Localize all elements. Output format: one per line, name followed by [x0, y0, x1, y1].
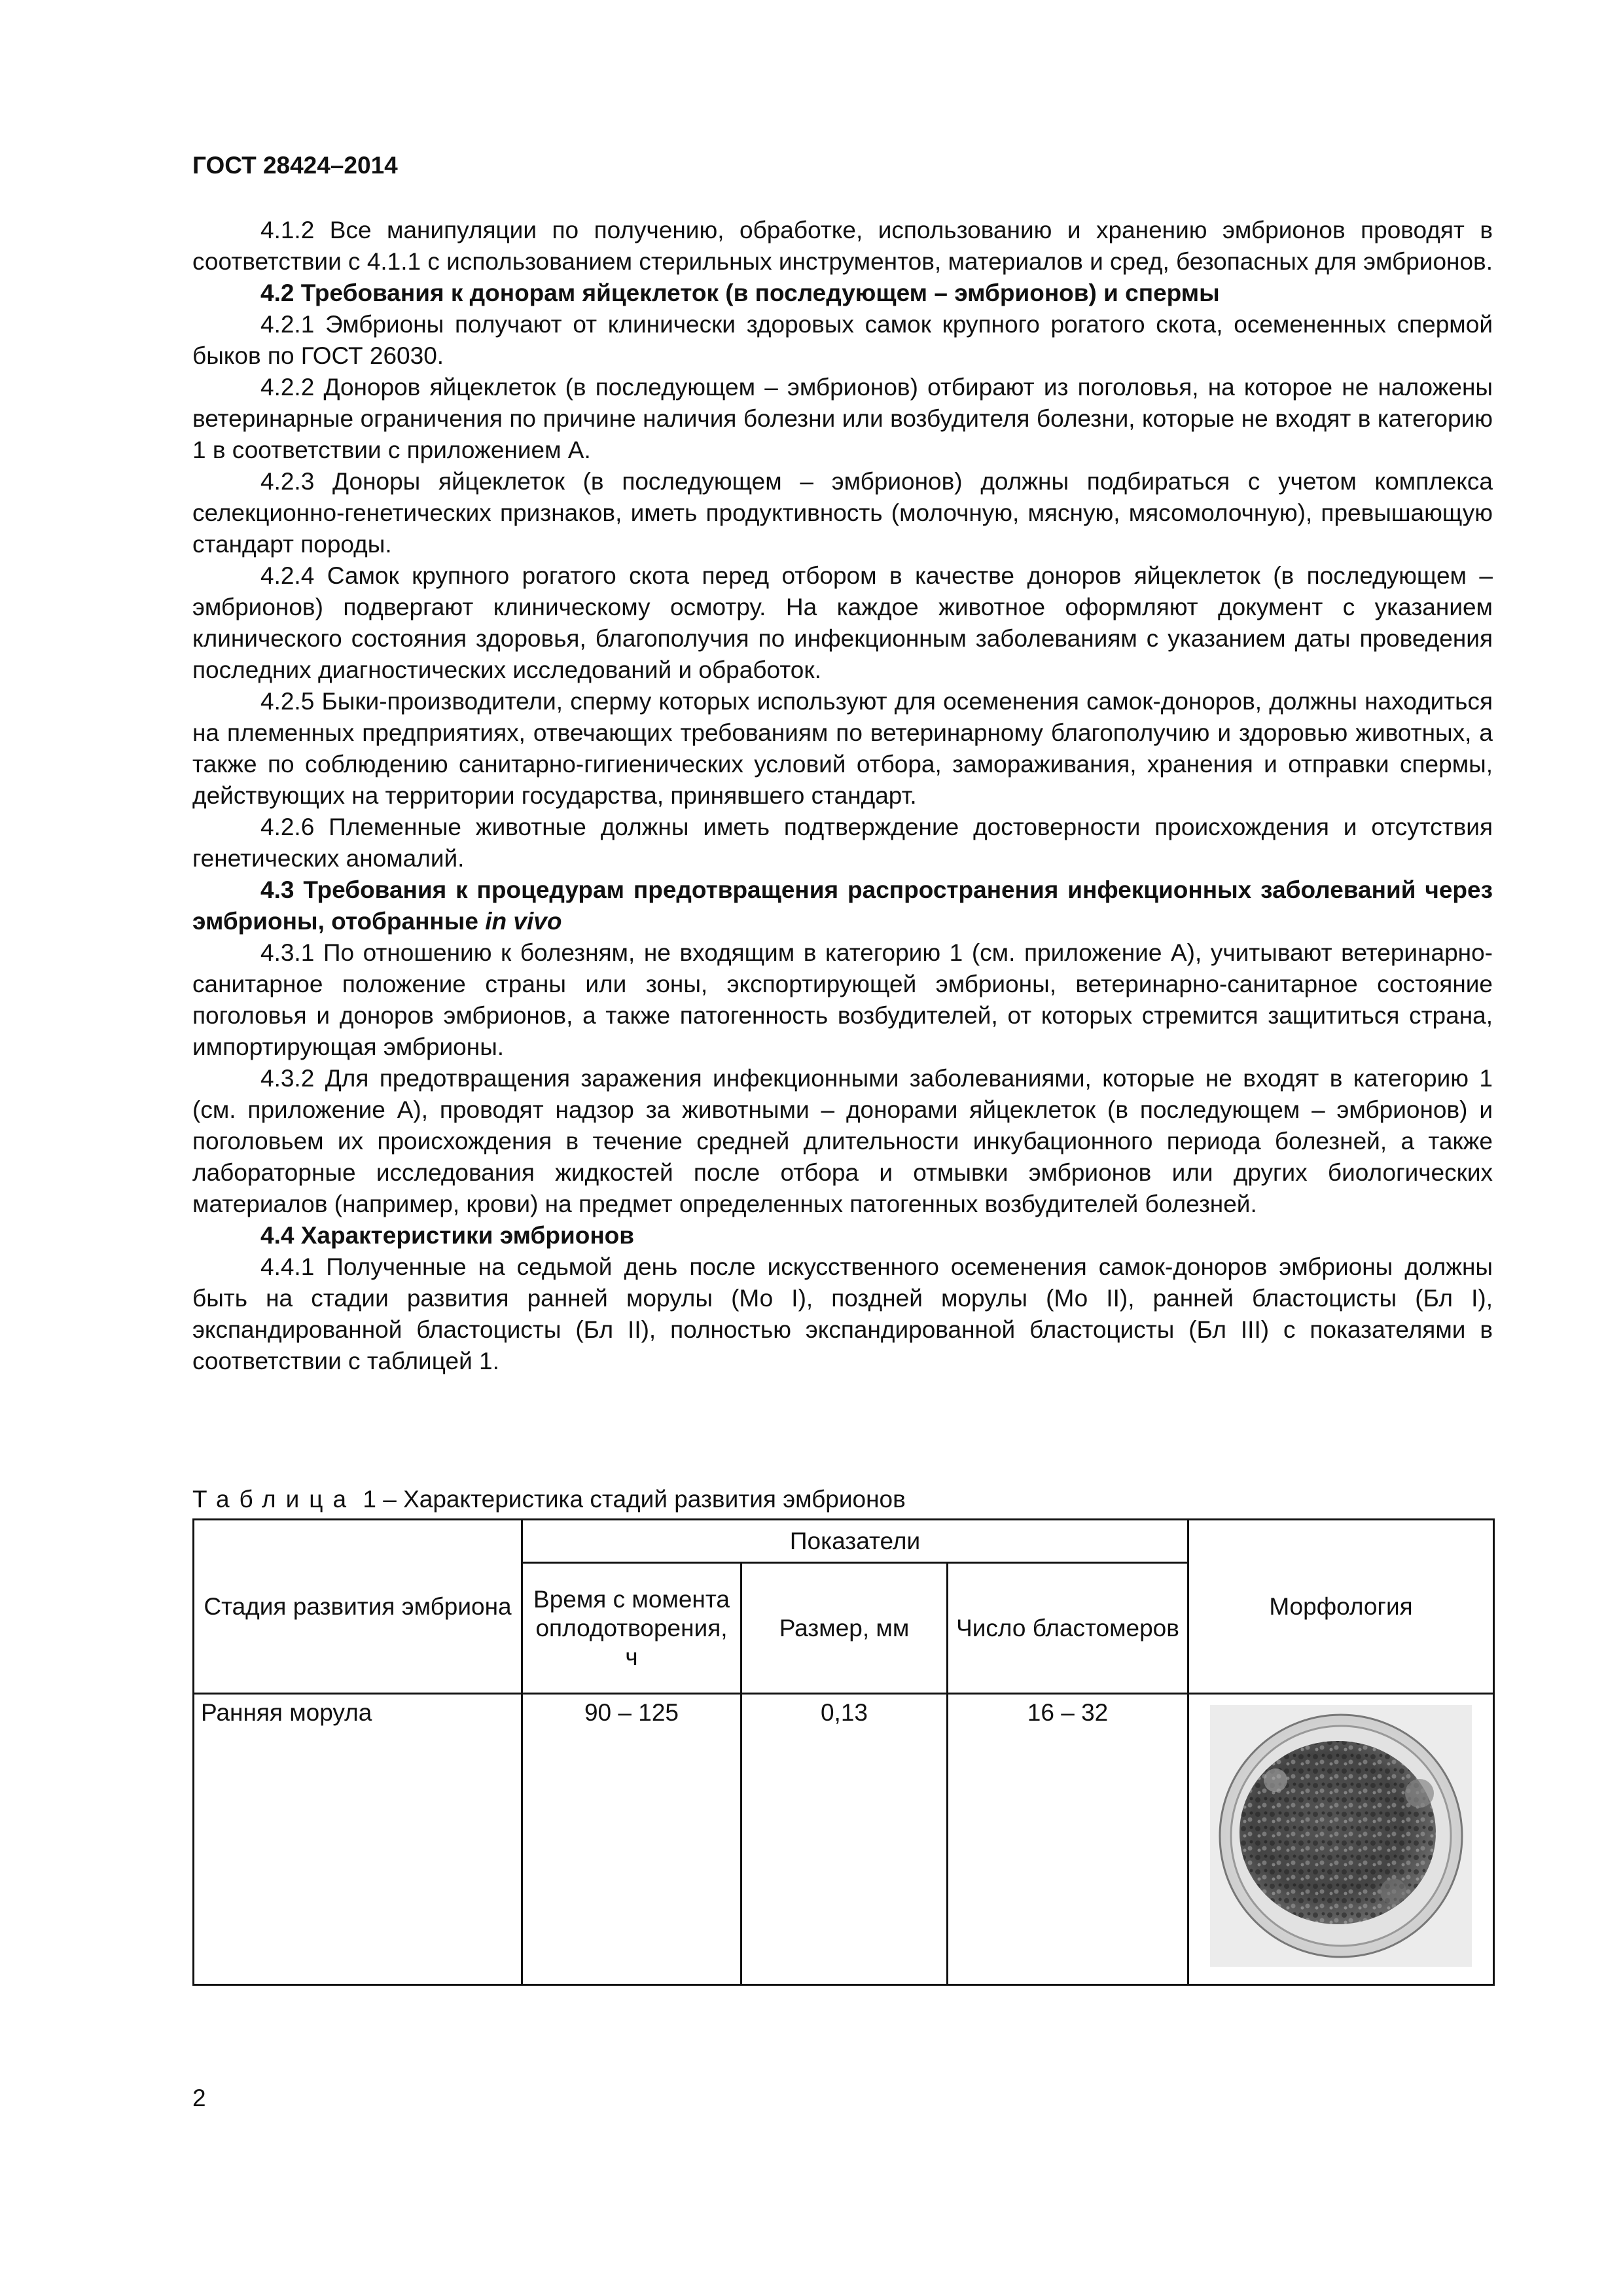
section-heading-4-2: 4.2 Требования к донорам яйцеклеток (в последующем – эмбрионов) и спермы: [260, 279, 1220, 306]
cell-time: 90 – 125: [522, 1694, 741, 1985]
header-blastomeres: Число бластомеров: [948, 1563, 1188, 1694]
table-caption-label: Таблица: [192, 1486, 357, 1513]
paragraph-4-2-1: 4.2.1 Эмбрионы получают от клинически здоровых самок крупного рогатого скота, осемененных спермой быков по ГОСТ 26030.: [192, 311, 1493, 369]
table-caption: [192, 1486, 906, 1513]
paragraph-4-2-2: 4.2.2 Доноров яйцеклеток (в последующем – эмбрионов) отбирают из поголовья, на которое не наложены ветеринарные ограничения по причине наличия болезни или возбудителя болезни, которые не входят в категорию 1 в соответствии с приложением А.: [192, 374, 1493, 463]
header-time: Время с момента оплодотворения, ч: [522, 1563, 741, 1694]
section-heading-4-4: 4.4 Характеристики эмбрионов: [260, 1222, 635, 1249]
header-size: Размер, мм: [741, 1563, 948, 1694]
paragraph-4-2-6: 4.2.6 Племенные животные должны иметь подтверждение достоверности происхождения и отсутствия генетических аномалий.: [192, 814, 1493, 872]
in-vivo-term: in vivo: [485, 908, 562, 935]
paragraph-4-2-4: 4.2.4 Самок крупного рогатого скота перед отбором в качестве доноров яйцеклеток (в последующем – эмбрионов) подвергают клиническому осмотру. На каждое животное оформляют документ с указанием клинического состояния здоровья, благополучия по инфекционным заболеваниям с указанием даты проведения последних диагностических исследований и обработок.: [192, 562, 1493, 683]
header-stage: Стадия развития эмбриона: [194, 1520, 522, 1694]
section-heading-4-3-text: 4.3 Требования к процедурам предотвращения распространения инфекционных заболеваний через эмбрионы, отобранные: [192, 876, 1493, 935]
section-heading-4-3: [192, 874, 1493, 937]
document-body: [192, 215, 1493, 1377]
table-caption-text: – Характеристика стадий развития эмбрионов: [383, 1486, 906, 1513]
header-morphology: Морфология: [1188, 1520, 1494, 1694]
cell-blastomeres: 16 – 32: [948, 1694, 1188, 1985]
paragraph-4-4-1: 4.4.1 Полученные на седьмой день после искусственного осеменения самок-доноров эмбрионы должны быть на стадии развития ранней морулы (Мо I), поздней морулы (Мо II), ранней бластоцисты (Бл I), экспандированной бластоцисты (Бл II), полностью экспандированной бластоцисты (Бл III) с показателями в соответствии с таблицей 1.: [192, 1253, 1493, 1374]
header-indicators: Показатели: [522, 1520, 1188, 1563]
paragraph-4-3-2: 4.3.2 Для предотвращения заражения инфекционными заболеваниями, которые не входят в категорию 1 (см. приложение А), проводят надзор за животными – донорами яйцеклеток (в последующем – эмбрионов) и поголовьем их происхождения в течение средней длительности инкубационного периода болезней, а также лабораторные исследования жидкостей после отбора и отмывки эмбрионов или других биологических материалов (например, крови) на предмет определенных патогенных возбудителей болезней.: [192, 1065, 1493, 1217]
cell-morphology: [1188, 1694, 1494, 1985]
paragraph-4-2-5: 4.2.5 Быки-производители, сперму которых используют для осеменения самок-доноров, должны находиться на племенных предприятиях, отвечающих требованиям по ветеринарному благополучию и здоровью животных, а также по соблюдению санитарно-гигиенических условий отбора, замораживания, хранения и отправки спермы, действующих на территории государства, принявшего стандарт.: [192, 688, 1493, 809]
document-header: ГОСТ 28424–2014: [192, 152, 398, 179]
cell-stage: Ранняя морула: [194, 1694, 522, 1985]
page-number: 2: [192, 2085, 206, 2111]
cell-size: 0,13: [741, 1694, 948, 1985]
table-caption-number: 1: [363, 1486, 376, 1513]
paragraph-4-1-2: 4.1.2 Все манипуляции по получению, обработке, использованию и хранению эмбрионов проводят в соответствии с 4.1.1 с использованием стерильных инструментов, материалов и сред, безопасных для эмбрионов.: [192, 217, 1493, 275]
paragraph-4-3-1: 4.3.1 По отношению к болезням, не входящим в категорию 1 (см. приложение А), учитывают ветеринарно-санитарное положение страны или зоны, экспортирующей эмбрионы, ветеринарно-санитарное состояние поголовья и доноров эмбрионов, а также патогенность возбудителей, от которых стремится защититься страна, импортирующая эмбрионы.: [192, 939, 1493, 1060]
paragraph-4-2-3: 4.2.3 Доноры яйцеклеток (в последующем – эмбрионов) должны подбираться с учетом комплекса селекционно-генетических признаков, иметь продуктивность (молочную, мясную, мясомолочную), превышающую стандарт породы.: [192, 468, 1493, 558]
embryo-stages-table: [192, 1518, 1495, 1986]
embryo-morphology-image: [1197, 1695, 1485, 1977]
table-row: [194, 1694, 1494, 1985]
